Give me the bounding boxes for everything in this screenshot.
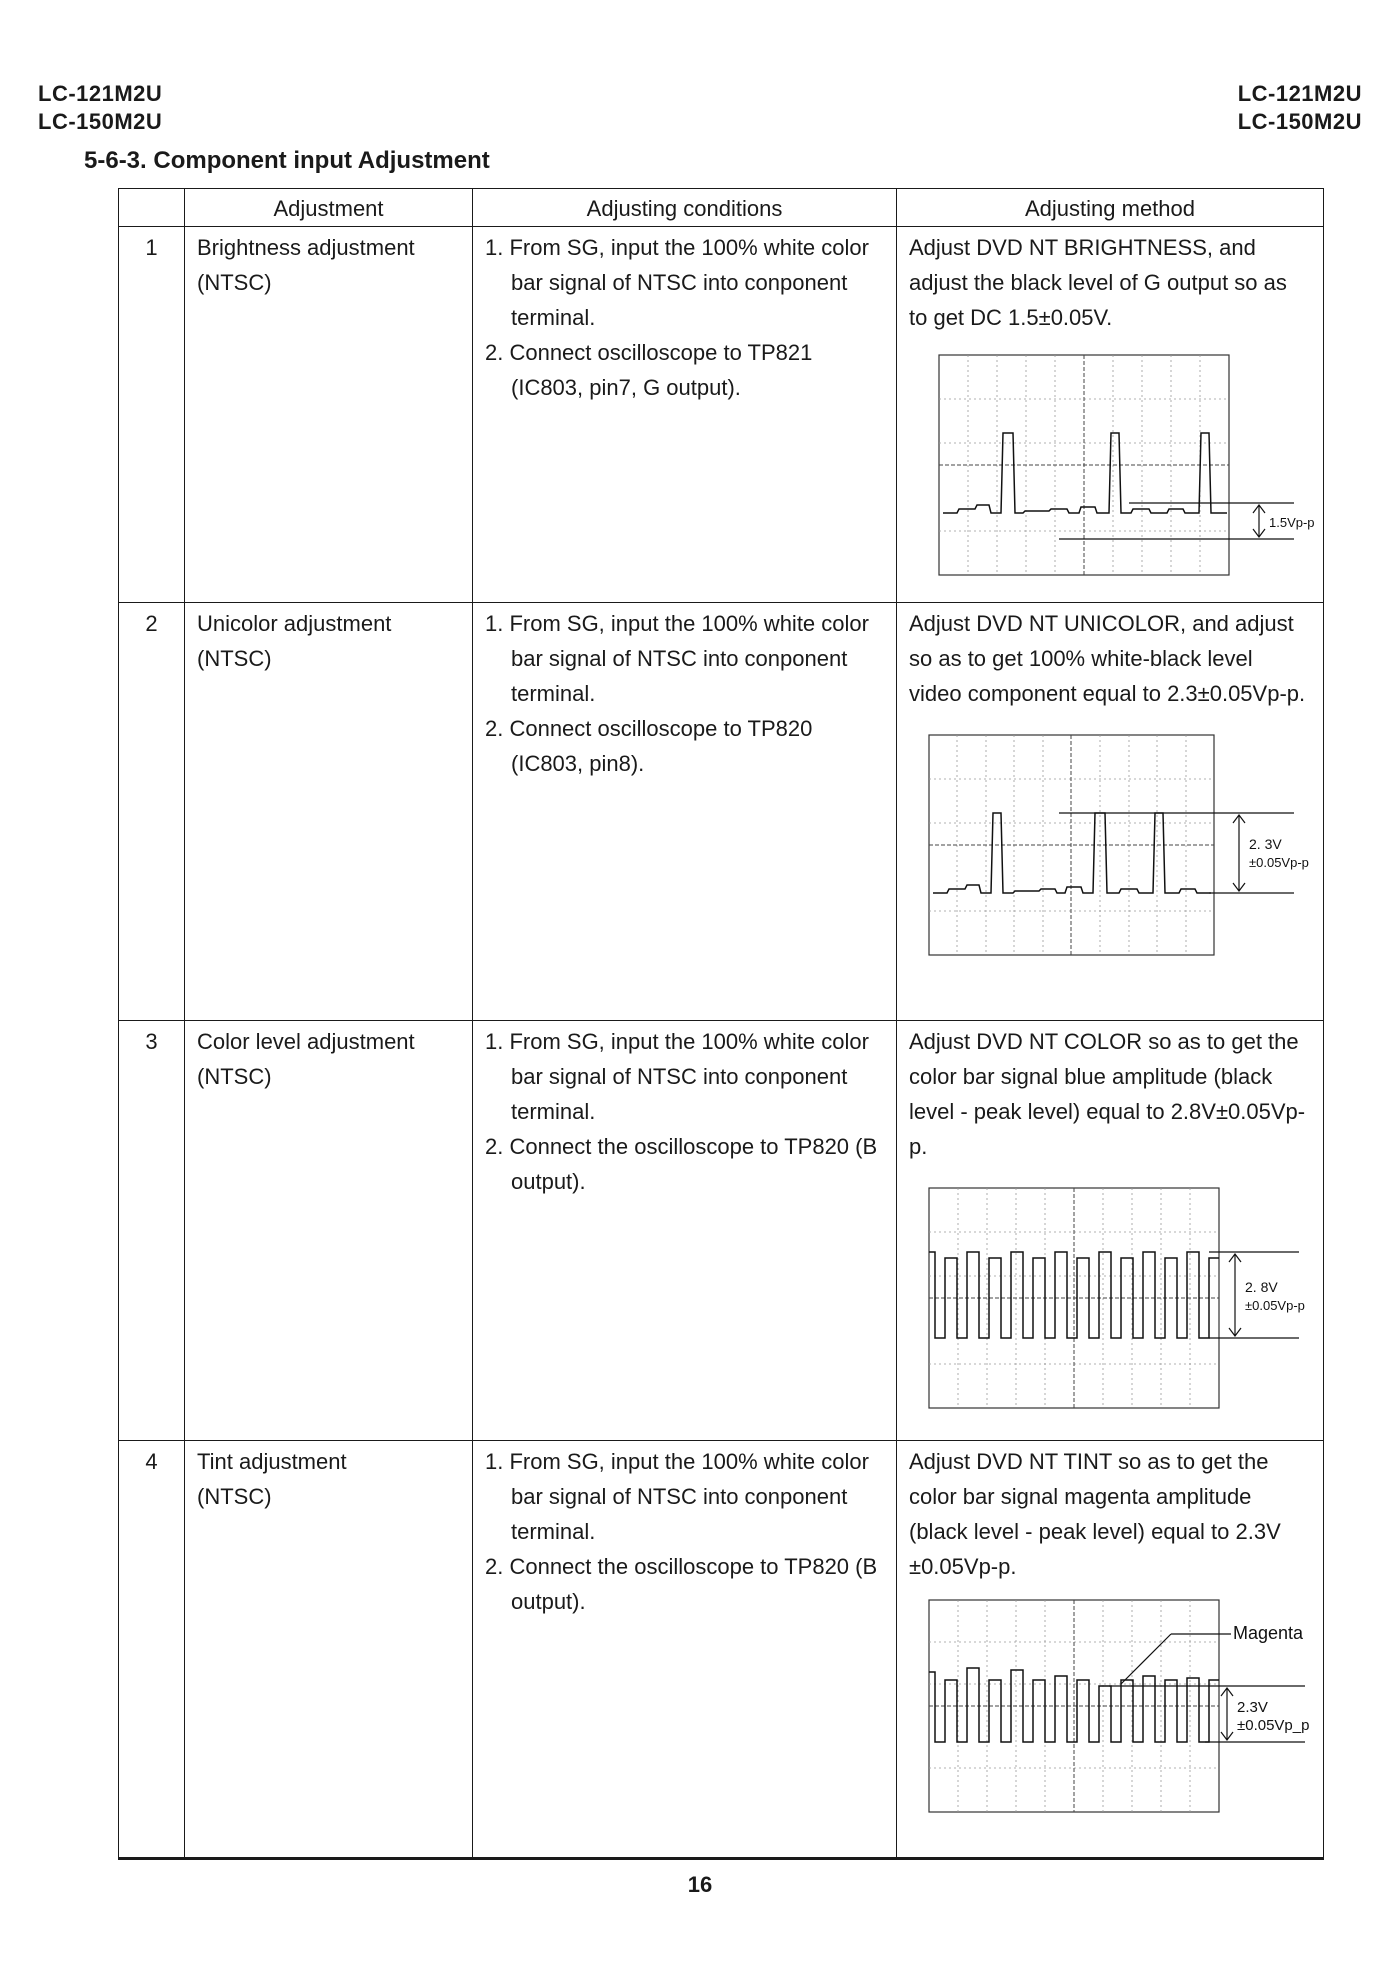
- section-title: 5-6-3. Component input Adjustment: [84, 147, 490, 174]
- adjustment-name-cell: [185, 227, 473, 603]
- method-cell: [897, 1021, 1324, 1441]
- condition-step: 1. From SG, input the 100% white color bar signal of NTSC into conponent terminal.: [485, 611, 869, 706]
- condition-step: 2. Connect the oscilloscope to TP820 (B output).: [485, 1554, 878, 1614]
- adjustment-name-cell: [185, 1441, 473, 1859]
- column-header-method: Adjusting method: [897, 189, 1324, 227]
- adjustment-standard: (NTSC): [197, 1484, 272, 1509]
- adjustment-name-cell: [185, 603, 473, 1021]
- condition-step: 2. Connect oscilloscope to TP821 (IC803, pin7, G output).: [485, 340, 813, 400]
- scope-tolerance-label: ±0.05Vp_p: [1237, 1717, 1310, 1734]
- oscilloscope-waveform-figure: [909, 1596, 1309, 1816]
- condition-step: 1. From SG, input the 100% white color bar signal of NTSC into conponent terminal.: [485, 235, 869, 330]
- conditions-cell: [473, 1441, 897, 1859]
- conditions-cell: [473, 603, 897, 1021]
- adjustment-standard: (NTSC): [197, 646, 272, 671]
- magenta-callout-label: Magenta: [1233, 1623, 1304, 1643]
- scope-amplitude-label: 2.3V: [1237, 1699, 1268, 1716]
- conditions-cell: [473, 1021, 897, 1441]
- method-cell: [897, 1441, 1324, 1859]
- row-number: 4: [119, 1441, 185, 1859]
- row-number: 3: [119, 1021, 185, 1441]
- condition-step: 2. Connect the oscilloscope to TP820 (B output).: [485, 1134, 878, 1194]
- scope-amplitude-label: 2. 8V: [1245, 1279, 1278, 1295]
- oscilloscope-waveform-figure: [909, 349, 1315, 579]
- method-cell: [897, 227, 1324, 603]
- model-name: LC-121M2U: [1237, 81, 1362, 106]
- model-name: LC-150M2U: [1237, 109, 1362, 134]
- table-row: [119, 1021, 1324, 1441]
- adjustment-standard: (NTSC): [197, 1064, 272, 1089]
- adjustment-table: [118, 188, 1324, 1860]
- page-number: 16: [687, 1872, 713, 1897]
- method-text: Adjust DVD NT TINT so as to get the color bar signal magenta amplitude (black level - peak level) equal to 2.3V ±0.05Vp-p.: [909, 1449, 1281, 1579]
- model-header-left: [38, 80, 162, 136]
- column-header-conditions: Adjusting conditions: [473, 189, 897, 227]
- column-header-number: [119, 189, 185, 227]
- method-text: Adjust DVD NT BRIGHTNESS, and adjust the black level of G output so as to get DC 1.5±0.05V.: [909, 235, 1287, 330]
- adjustment-name: Color level adjustment: [197, 1029, 415, 1054]
- adjustment-name-cell: [185, 1021, 473, 1441]
- adjustment-name: Brightness adjustment: [197, 235, 415, 260]
- method-cell: [897, 603, 1324, 1021]
- row-number: 1: [119, 227, 185, 603]
- scope-amplitude-label: 1.5Vp-p: [1269, 515, 1315, 530]
- scope-amplitude-label: 2. 3V: [1249, 836, 1282, 852]
- model-name: LC-150M2U: [38, 109, 163, 134]
- oscilloscope-waveform-figure: [909, 729, 1309, 959]
- condition-step: 1. From SG, input the 100% white color bar signal of NTSC into conponent terminal.: [485, 1449, 869, 1544]
- conditions-cell: [473, 227, 897, 603]
- model-header-right: [1238, 80, 1362, 136]
- table-header-row: [119, 189, 1324, 227]
- condition-step: 2. Connect oscilloscope to TP820 (IC803, pin8).: [485, 716, 813, 776]
- table-row: [119, 1441, 1324, 1859]
- adjustment-standard: (NTSC): [197, 270, 272, 295]
- table-row: [119, 227, 1324, 603]
- column-header-adjustment: Adjustment: [185, 189, 473, 227]
- condition-step: 1. From SG, input the 100% white color bar signal of NTSC into conponent terminal.: [485, 1029, 869, 1124]
- row-number: 2: [119, 603, 185, 1021]
- oscilloscope-waveform-figure: [909, 1182, 1309, 1412]
- adjustment-name: Tint adjustment: [197, 1449, 347, 1474]
- method-text: Adjust DVD NT UNICOLOR, and adjust so as to get 100% white-black level video component equal to 2.3±0.05Vp-p.: [909, 611, 1306, 706]
- table-row: [119, 603, 1324, 1021]
- method-text: Adjust DVD NT COLOR so as to get the color bar signal blue amplitude (black level - peak level) equal to 2.8V±0.05Vp-p.: [909, 1029, 1306, 1159]
- model-name: LC-121M2U: [38, 81, 163, 106]
- scope-tolerance-label: ±0.05Vp-p: [1245, 1298, 1305, 1313]
- adjustment-name: Unicolor adjustment: [197, 611, 392, 636]
- scope-tolerance-label: ±0.05Vp-p: [1249, 855, 1309, 870]
